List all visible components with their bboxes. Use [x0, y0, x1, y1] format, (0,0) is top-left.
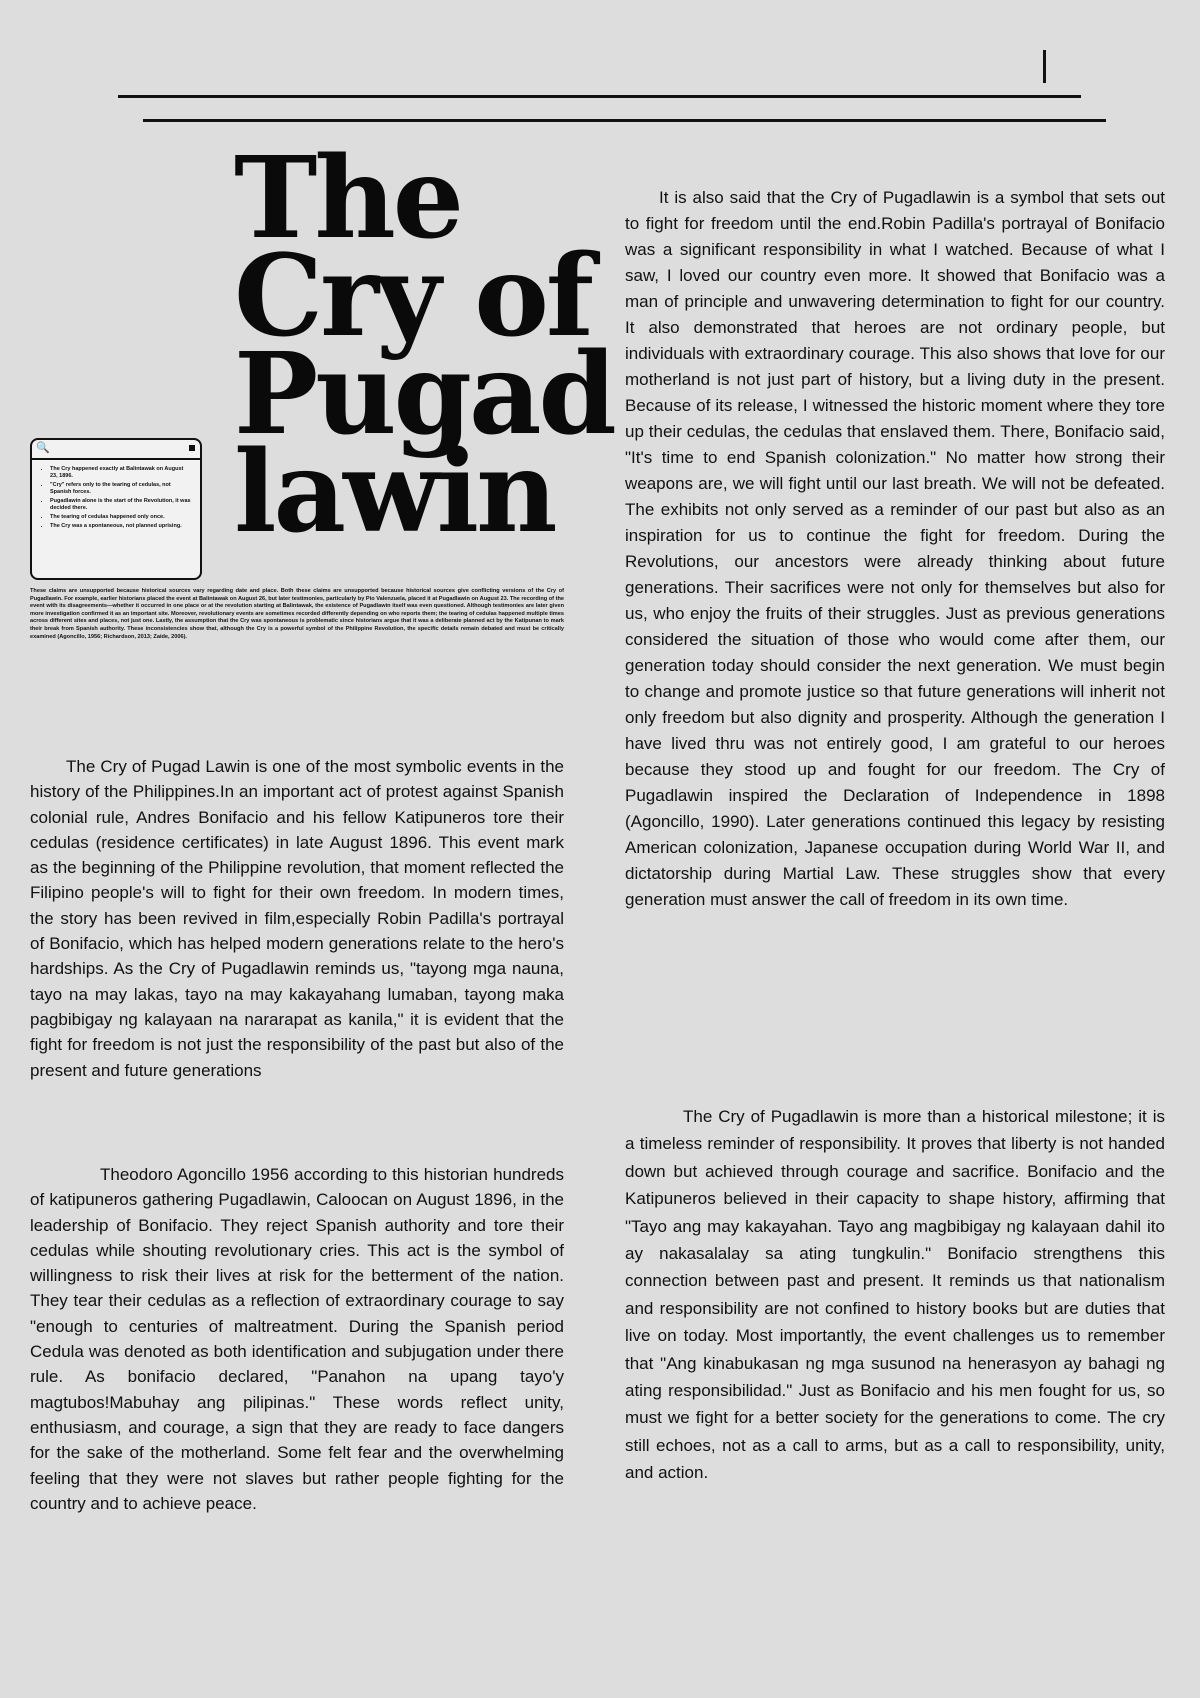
- paragraph-agoncillo: Theodoro Agoncillo 1956 according to this historian hundreds of katipuneros gathering Pugadlawin, Caloocan on August 1896, in the leadership of Bonifacio. They reject Spanish authority and tore their cedulas while shouting revolutionary cries. This act is the symbol of willingness to risk their lives at risk for the betterment of the nation. They tear their cedulas as a reflection of extraordinary courage to say "enough to centuries of maltreatment. During the Spanish period Cedula was denoted as both identification and subjugation under there rule. As bonifacio declared, "Panahon na upang tayo'y magtubos!Mabuhay ang pilipinas." These words reflect unity, enthusiasm, and courage, a sign that they are ready to face dangers for the sake of the motherland. Some felt fear and the overwhelming feeling that they were not slaves but rather people fighting for the country and to achieve peace.: [30, 1165, 564, 1513]
- note-toolbar: [32, 440, 200, 460]
- paragraph-symbol: It is also said that the Cry of Pugadlawin is a symbol that sets out to fight for freedom until the end.Robin Padilla's portrayal of Bonifacio was a significant responsibility in what I watched. Because of what I saw, I loved our country even more. It showed that Bonifacio was a man of principle and unwavering determination to fight for our country. It also demonstrated that heroes are not ordinary people, but individuals with extraordinary courage. This also shows that love for our motherland is not just part of history, but a living duty in the present. Because of its release, I witnessed the historic moment where they tore up their cedulas, the cedulas that enslaved them. There, Bonifacio said, "It's time to end Spanish colonization." No matter how strong their weapons are, we will fight until our last breath. We will not be defeated. The exhibits not only served as a reminder of our past but also as an inspiration for us to continue the fight for freedom. During the Revolutions, our ancestors were already thinking about future generations. Their sacrifices were not only for themselves but also for us, who enjoy the fruits of their struggles. Just as previous generations considered the situation of those who would come after them, our generation today should consider the next generation. We must begin to change and promote justice so that future generations will inherit not only freedom but also dignity and prosperity. Although the generation I have lived thru was not entirely good, I am grateful to our heroes because they stood up and fought for our freedom. The Cry of Pugadlawin inspired the Declaration of Independence in 1898 (Agoncillo, 1990). Later generations continued this legacy by resisting American colonization, Japanese occupation during World War II, and dictatorship during Martial Law. These struggles show that every generation must answer the call of freedom in its own time.: [625, 188, 1165, 909]
- sidebar-note: [30, 438, 202, 580]
- header-rule-bottom: [143, 119, 1106, 122]
- title-line: lawin: [234, 427, 555, 558]
- title-line: The: [234, 133, 462, 264]
- header-rule-top: [118, 95, 1081, 98]
- title-line: Pugad: [234, 329, 614, 460]
- note-bullet: • "Cry" refers only to the tearing of cedulas, not Spanish forces.: [50, 482, 192, 496]
- title-line: Cry of: [234, 231, 592, 362]
- header-mark: [1043, 50, 1046, 83]
- page-title: [234, 133, 614, 558]
- square-icon: [189, 445, 195, 451]
- note-bullet: • The Cry happened exactly at Balintawak on August 23, 1896.: [50, 466, 192, 480]
- paragraph-intro: The Cry of Pugad Lawin is one of the most symbolic events in the history of the Philippines.In an important act of protest against Spanish colonial rule, Andres Bonifacio and his fellow Katipuneros tore their cedulas (residence certificates) in late August 1896. This event mark as the beginning of the Philippine revolution, that moment reflected the Filipino people's will to fight for their own freedom. In modern times, the story has been revived in film,especially Robin Padilla's portrayal of Bonifacio, which has helped modern generations relate to the hero's hardships. As the Cry of Pugadlawin reminds us, "tayong mga nauna, tayo na may lakas, tayo na may kakayahang lumaban, tayong maka pagbibigay ng kalayaan na nararapat as kanila," it is evident that the fight for freedom is not just the responsibility of the past but also of the present and future generations: [30, 757, 564, 1080]
- search-icon: 🔍: [36, 442, 50, 454]
- note-bullet: • The tearing of cedulas happened only once.: [50, 514, 192, 521]
- fine-print-note: These claims are unsupported because historical sources vary regarding date and place. Both these claims are unsupported because historical sources give conflicting versions of the Cry of Pugadlawin. For example, earlier historians placed the event at Balintawak on August 26, but later testimonies, particularly by Pio Valenzuela, placed it at Pugadlawin on August 23. The recording of the event with its disagreements—whether it occurred in one place or at the revolution starting at Balintawak, the existence of Pugadlawin itself was even questioned. Although testimonies are later given more investigation confirmed it as an important site. Moreover, revolutionary events are sometimes recorded differently depending on who reports them; the tearing of cedulas happened multiple times across different sites and places, not just one. Lastly, the assumption that the Cry was spontaneous is problematic since historians argue that it was a deliberate planned act by the Katipunan to mark their break from Spanish authority. These inconsistencies show that, although the Cry is a powerful symbol of the Philippine Revolution, the specific details remain debated and must be critically examined (Agoncillo, 1956; Richardson, 2013; Zaide, 2006).: [30, 588, 564, 640]
- note-bullet: • Pugadlawin alone is the start of the Revolution, it was decided there.: [50, 498, 192, 512]
- paragraph-conclusion: The Cry of Pugadlawin is more than a historical milestone; it is a timeless reminder of responsibility. It proves that liberty is not handed down but achieved through courage and sacrifice. Bonifacio and the Katipuneros believed in their capacity to shape history, affirming that "Tayo ang may kakayahan. Tayo ang magbibigay ng kalayaan dahil ito ay nakasalalay sa ating tungkulin." Bonifacio strengthens this connection between past and present. It reminds us that nationalism and responsibility are not confined to history books but are duties that live on today. Most importantly, the event challenges us to remember that "Ang kinabukasan ng mga susunod na henerasyon ay bahagi ng ating responsibilidad." Just as Bonifacio and his men fought for us, so must we fight for a better society for the generations to come. The cry still echoes, not as a call to arms, but as a call to responsibility, unity, and action.: [625, 1107, 1165, 1483]
- note-bullet-list: [32, 466, 200, 530]
- note-bullet: • The Cry was a spontaneous, not planned uprising.: [50, 523, 192, 530]
